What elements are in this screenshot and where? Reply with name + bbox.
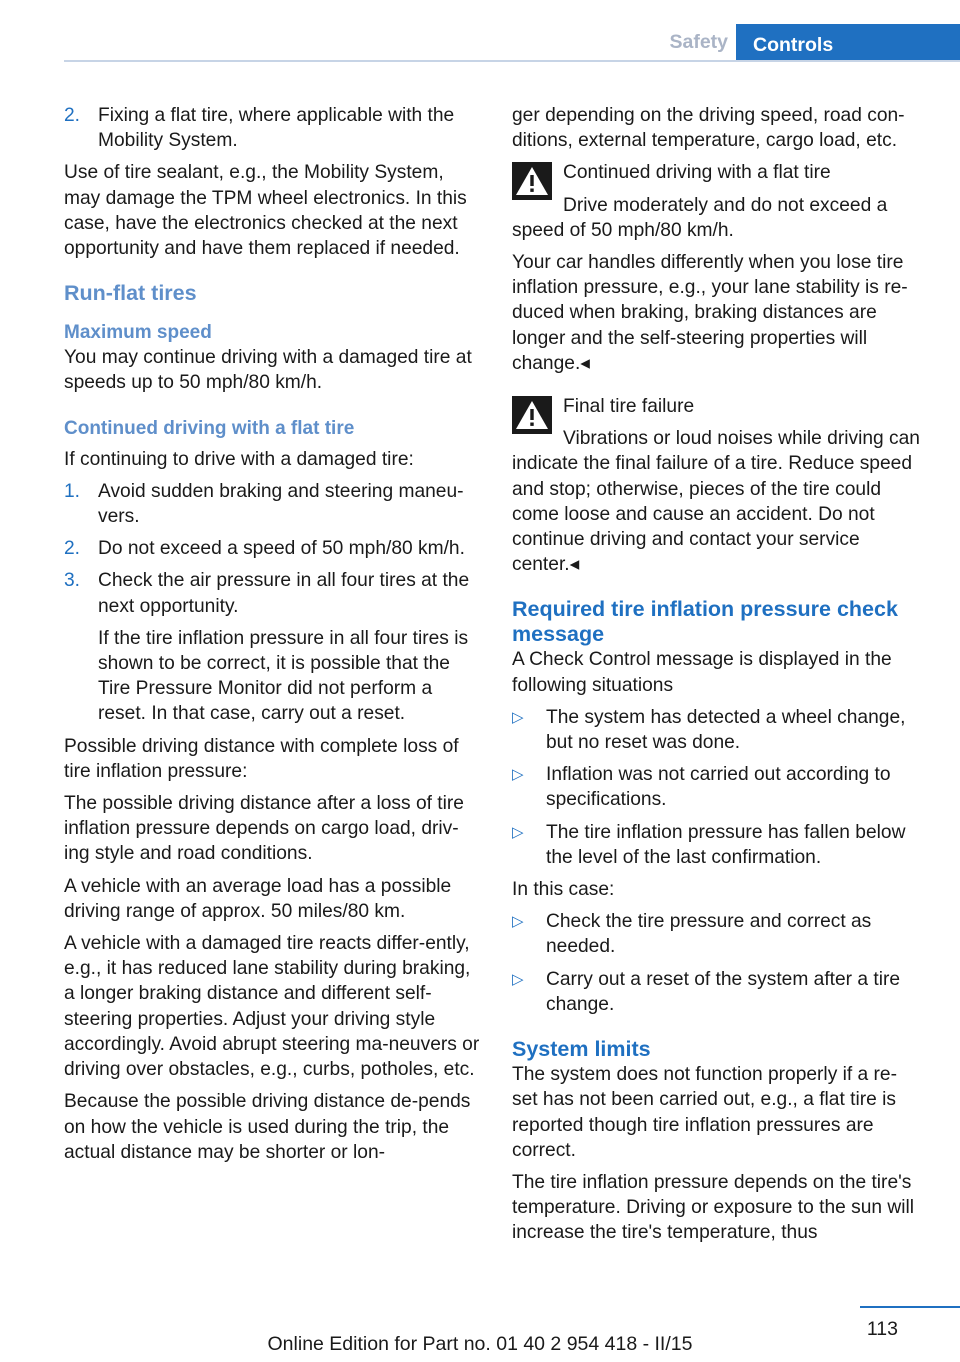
- continuation-paragraph: ger depending on the driving speed, road con‐ditions, external temperature, cargo load, etc.: [512, 105, 905, 152]
- list-item: [64, 103, 482, 153]
- warning-body: Drive moderately and do not exceed a speed of 50 mph/80 km/h.: [512, 194, 888, 241]
- triangle-bullet-icon: ▷: [512, 823, 524, 841]
- warning-title: Continued driving with a flat tire: [563, 162, 831, 184]
- check-intro-paragraph: A Check Control message is displayed in the following situations: [512, 649, 892, 696]
- footer-rule: [860, 1306, 960, 1308]
- list-text: Check the tire pressure and correct as needed.: [546, 911, 872, 958]
- list-item: [64, 536, 482, 561]
- heading-check-message: Required tire inflation pressure check message: [512, 597, 898, 647]
- average-load-paragraph: A vehicle with an average load has a possible driving range of approx. 50 miles/80 km.: [64, 875, 452, 922]
- warning-block: [512, 394, 922, 577]
- list-text: Avoid sudden braking and steering maneu‐vers.: [98, 480, 464, 528]
- step3-sub-paragraph: If the tire inflation pressure in all four tires is shown to be correct, it is possible that the Tire Pressure Monitor did not perform a reset. In that case, carry out a reset.: [98, 627, 469, 725]
- warning-title: Final tire failure: [563, 396, 695, 418]
- header-section-safety: Safety: [669, 31, 728, 53]
- list-text: Carry out a reset of the system after a tire change.: [546, 968, 901, 1015]
- list-text: Fixing a flat tire, where applicable with the Mobility System.: [98, 105, 455, 152]
- heading-continued-driving: Continued driving with a flat tire: [64, 417, 355, 439]
- distance-intro-paragraph: Possible driving distance with complete loss of tire inflation pressure:: [64, 735, 459, 782]
- limits-paragraph-2: The tire inflation pressure depends on the tire's temperature. Driving or exposure to the sun will increase the tire's temperature, thus: [512, 1171, 915, 1244]
- header-chapter-controls: Controls: [736, 24, 960, 62]
- continued-intro: If continuing to drive with a damaged tire:: [64, 448, 414, 470]
- page-header: [0, 24, 960, 62]
- warning-block: [512, 160, 922, 243]
- heading-run-flat-tires: Run-flat tires: [64, 281, 197, 306]
- heading-maximum-speed: Maximum speed: [64, 322, 212, 344]
- list-text: Do not exceed a speed of 50 mph/80 km/h.: [98, 538, 465, 560]
- page-number: 113: [866, 1318, 898, 1340]
- left-column: [64, 103, 482, 1172]
- sealant-paragraph: Use of tire sealant, e.g., the Mobility System, may damage the TPM wheel electronics. In this case, have the electronics checked at the next opportunity and have them replaced if needed.: [64, 162, 467, 260]
- because-paragraph: Because the possible driving distance de‐pends on how the vehicle is used during the trip, the actual distance may be shorter or lon‐: [64, 1091, 471, 1163]
- list-item: [64, 479, 482, 529]
- list-number: 1.: [64, 480, 81, 502]
- limits-paragraph: The system does not function properly if a re‐set has not been carried out, e.g., a flat tire is reported though tire inflation pressures are correct.: [512, 1064, 897, 1161]
- list-item: [512, 705, 922, 755]
- list-item: [64, 568, 482, 618]
- list-text: Check the air pressure in all four tires at the next opportunity.: [98, 570, 470, 617]
- case-intro: In this case:: [512, 879, 615, 901]
- footer-edition: Online Edition for Part no. 01 40 2 954 418 - II/15: [267, 1333, 693, 1355]
- right-column: [512, 103, 922, 1253]
- triangle-bullet-icon: ▷: [512, 913, 524, 931]
- list-number: 2.: [64, 538, 81, 560]
- triangle-bullet-icon: ▷: [512, 766, 524, 784]
- warning-body: Vibrations or loud noises while driving can indicate the final failure of a tire. Reduce speed and stop; otherwise, pieces of the tire could come loose and cause an accident. Do not continue driving and contact your service center.◂: [512, 428, 920, 576]
- header-rule: [64, 60, 960, 62]
- list-number: 2.: [64, 105, 81, 126]
- warning-body-continued: Your car handles differently when you lose tire inflation pressure, e.g., your lane stability is re‐duced when braking, braking distances are longer and the self-steering properties will change.◂: [512, 252, 908, 374]
- list-item: [512, 820, 922, 870]
- warning-triangle-icon: [512, 396, 552, 434]
- damaged-tire-paragraph: A vehicle with a damaged tire reacts differ‐ently, e.g., it has reduced lane stability during braking, a longer braking distance and different self-steering properties. Adjust your driving style accordingly. Avoid abrupt steering ma‐neuvers or driving over obstacles, e.g., curbs, potholes, etc.: [64, 933, 480, 1081]
- warning-triangle-icon: [512, 162, 552, 200]
- heading-system-limits: System limits: [512, 1037, 651, 1062]
- list-item: [512, 909, 922, 959]
- list-number: 3.: [64, 570, 81, 592]
- list-text: The tire inflation pressure has fallen below the level of the last confirmation.: [546, 821, 906, 868]
- triangle-bullet-icon: ▷: [512, 708, 524, 726]
- list-item: [512, 762, 922, 812]
- triangle-bullet-icon: ▷: [512, 970, 524, 988]
- list-item: [512, 967, 922, 1017]
- list-text: Inflation was not carried out according to specifications.: [546, 764, 891, 811]
- list-text: The system has detected a wheel change, but no reset was done.: [546, 706, 906, 754]
- distance-paragraph: The possible driving distance after a loss of tire inflation pressure depends on cargo load, driv‐ing style and road conditions.: [64, 793, 464, 865]
- maximum-speed-paragraph: You may continue driving with a damaged tire at speeds up to 50 mph/80 km/h.: [64, 347, 472, 394]
